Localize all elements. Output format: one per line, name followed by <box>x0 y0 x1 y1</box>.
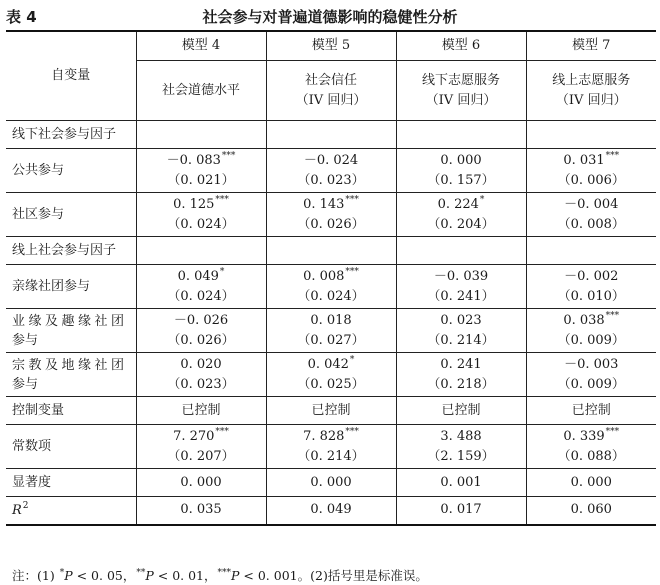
method-line <box>527 91 657 111</box>
note-threshold-2: < 0. 01， <box>153 568 217 583</box>
row-label: 社区参与 <box>12 207 65 222</box>
standard-error-line <box>267 331 396 351</box>
cell-value: 0. 060 <box>570 502 612 518</box>
standard-error: （2. 159） <box>427 448 495 464</box>
coefficient-line <box>397 427 526 447</box>
row-label: 控制变量 <box>12 403 65 418</box>
significance-stars: *** <box>215 427 229 438</box>
row-label: R <box>12 502 22 518</box>
coefficient: 7. 270 <box>173 428 215 444</box>
table-row <box>6 353 656 397</box>
empty-cell <box>266 237 396 265</box>
standard-error-line <box>137 171 266 191</box>
standard-error-line <box>397 375 526 395</box>
standard-error-line <box>527 447 657 467</box>
coefficient-cell <box>136 265 266 309</box>
estimation-method: （IV 回归） <box>555 92 627 108</box>
value-cell <box>396 397 526 425</box>
coefficient-cell <box>266 425 396 469</box>
table-row <box>6 309 656 353</box>
standard-error: （0. 157） <box>427 172 495 188</box>
standard-error-line <box>267 447 396 467</box>
coefficient: 7. 828 <box>303 428 345 444</box>
coefficient-line <box>527 267 657 287</box>
coefficient: 0. 049 <box>177 268 219 284</box>
coefficient-line <box>527 151 657 171</box>
coefficient-line <box>397 151 526 171</box>
model-name-box <box>527 32 657 61</box>
coefficient-line <box>137 151 266 171</box>
note-stars-1: * <box>59 567 65 578</box>
coefficient-cell <box>266 309 396 353</box>
empty-cell <box>136 121 266 149</box>
row-label: 线下社会参与因子 <box>12 127 117 142</box>
row-label: 宗教及地缘社团 <box>12 357 128 373</box>
coefficient: －0. 003 <box>564 356 619 372</box>
cell-value: 已控制 <box>441 402 481 418</box>
standard-error-line <box>397 331 526 351</box>
coefficient-line <box>137 195 266 215</box>
significance-stars: *** <box>605 311 620 322</box>
row-label-cell <box>6 353 136 397</box>
coefficient-line <box>397 355 526 375</box>
significance-stars: *** <box>605 427 620 438</box>
row-label: 常数项 <box>12 439 52 454</box>
model-header-cell <box>396 31 526 121</box>
coefficient-cell <box>136 149 266 193</box>
dependent-variable-line <box>137 81 266 101</box>
estimation-method: （IV 回归） <box>295 92 367 108</box>
significance-stars: * <box>219 267 225 278</box>
coefficient-line <box>267 355 396 375</box>
row-label-cell <box>6 237 136 265</box>
value-cell <box>266 497 396 525</box>
standard-error-line <box>397 215 526 235</box>
coefficient-line <box>527 311 657 331</box>
dependent-variable: 线下志愿服务 <box>421 72 500 88</box>
coefficient: 0. 125 <box>173 196 215 212</box>
coefficient: 0. 008 <box>303 268 345 284</box>
coefficient: 0. 020 <box>180 356 222 372</box>
standard-error-line <box>527 375 657 395</box>
coefficient: 0. 031 <box>563 152 605 168</box>
standard-error-line <box>137 375 266 395</box>
regression-table <box>6 30 656 526</box>
coefficient-cell <box>266 149 396 193</box>
model-header-cell <box>266 31 396 121</box>
significance-stars: *** <box>345 267 359 278</box>
value-cell <box>396 497 526 525</box>
empty-cell <box>526 121 656 149</box>
standard-error-line <box>137 447 266 467</box>
model-name-box <box>137 32 266 61</box>
coefficient-line <box>267 267 396 287</box>
row-label: 公共参与 <box>12 163 65 178</box>
standard-error-line <box>397 287 526 307</box>
row-label-cell <box>6 193 136 237</box>
note-p-3: P <box>231 568 240 583</box>
table-row <box>6 397 656 425</box>
coefficient-cell <box>526 353 656 397</box>
row-label-continued: 参与 <box>12 332 39 348</box>
row-label: 亲缘社团参与 <box>12 279 91 294</box>
significance-stars: * <box>349 355 355 366</box>
standard-error: （0. 214） <box>427 332 495 348</box>
value-cell <box>136 497 266 525</box>
standard-error: （0. 010） <box>557 288 625 304</box>
coefficient-line <box>397 311 526 331</box>
empty-cell <box>396 121 526 149</box>
standard-error: （0. 026） <box>167 332 235 348</box>
coefficient-line <box>137 427 266 447</box>
standard-error-line <box>397 171 526 191</box>
dependent-variable: 线上志愿服务 <box>552 72 631 88</box>
standard-error: （0. 006） <box>557 172 625 188</box>
coefficient: －0. 002 <box>564 268 619 284</box>
cell-value: 0. 000 <box>180 474 222 490</box>
cell-value: 0. 035 <box>180 502 222 518</box>
significance-stars: *** <box>345 195 359 206</box>
model-dv-box <box>397 61 526 120</box>
standard-error: （0. 027） <box>297 332 365 348</box>
coefficient: 3. 488 <box>440 428 482 444</box>
significance-stars: *** <box>605 151 620 162</box>
coefficient-cell <box>526 309 656 353</box>
row-label: 业缘及趣缘社团 <box>12 313 128 329</box>
model-name-box <box>267 32 396 61</box>
standard-error-line <box>267 287 396 307</box>
coefficient-cell <box>526 265 656 309</box>
coefficient-cell <box>136 309 266 353</box>
coefficient: －0. 026 <box>173 312 229 328</box>
coefficient: 0. 023 <box>440 312 482 328</box>
table-row <box>6 193 656 237</box>
note-threshold-3: < 0. 001。(2)括号里是标准误。 <box>239 568 428 583</box>
coefficient-cell <box>266 265 396 309</box>
value-cell <box>266 469 396 497</box>
standard-error: （0. 218） <box>427 376 495 392</box>
coefficient: －0. 039 <box>433 268 489 284</box>
model-name: 模型 7 <box>572 38 611 53</box>
value-cell <box>266 397 396 425</box>
coefficient: 0. 241 <box>440 356 482 372</box>
standard-error-line <box>137 331 266 351</box>
coefficient-line <box>397 267 526 287</box>
standard-error: （0. 025） <box>297 376 365 392</box>
standard-error-line <box>397 447 526 467</box>
standard-error: （0. 009） <box>557 332 625 348</box>
value-cell <box>526 397 656 425</box>
table-row <box>6 237 656 265</box>
cell-value: 已控制 <box>571 402 611 418</box>
note-p-1: P <box>64 568 73 583</box>
standard-error-line <box>527 215 657 235</box>
cell-value: 0. 049 <box>310 502 352 518</box>
standard-error: （0. 024） <box>167 216 235 232</box>
model-name: 模型 5 <box>311 38 351 53</box>
cell-value: 已控制 <box>311 402 351 418</box>
row-label-header: 自变量 <box>51 68 91 83</box>
coefficient-cell <box>396 265 526 309</box>
model-dv-box <box>527 61 657 120</box>
coefficient-line <box>267 311 396 331</box>
standard-error: （0. 204） <box>427 216 495 232</box>
row-label-cell <box>6 121 136 149</box>
model-name: 模型 6 <box>441 38 481 53</box>
value-cell <box>526 469 656 497</box>
coefficient-line <box>527 355 657 375</box>
table-row <box>6 265 656 309</box>
coefficient-line <box>527 427 657 447</box>
header-row-label-cell <box>6 31 136 121</box>
standard-error: （0. 008） <box>557 216 625 232</box>
standard-error-line <box>267 215 396 235</box>
note-p-2: P <box>145 568 154 583</box>
dependent-variable: 社会信任 <box>304 72 357 88</box>
coefficient-cell <box>136 353 266 397</box>
coefficient-cell <box>396 353 526 397</box>
significance-stars: *** <box>215 195 229 206</box>
estimation-method: （IV 回归） <box>425 92 497 108</box>
value-cell <box>136 469 266 497</box>
coefficient-cell <box>136 425 266 469</box>
row-label-cell <box>6 265 136 309</box>
empty-cell <box>396 237 526 265</box>
standard-error: （0. 024） <box>167 288 235 304</box>
row-label-cell <box>6 397 136 425</box>
coefficient-line <box>397 195 526 215</box>
row-label-cell <box>6 497 136 525</box>
standard-error: （0. 023） <box>297 172 365 188</box>
coefficient: 0. 042 <box>307 356 349 372</box>
standard-error-line <box>527 331 657 351</box>
cell-value: 0. 000 <box>310 474 352 490</box>
row-label-cell <box>6 309 136 353</box>
note-threshold-1: < 0. 05， <box>72 568 136 583</box>
row-label-cell <box>6 425 136 469</box>
row-label-continued: 参与 <box>12 376 39 392</box>
significance-stars: *** <box>345 427 359 438</box>
row-label: 线上社会参与因子 <box>12 243 117 258</box>
standard-error-line <box>137 287 266 307</box>
coefficient-cell <box>136 193 266 237</box>
value-cell <box>526 497 656 525</box>
dependent-variable-line <box>527 71 657 91</box>
coefficient-cell <box>266 193 396 237</box>
empty-cell <box>266 121 396 149</box>
standard-error-line <box>267 375 396 395</box>
value-cell <box>396 469 526 497</box>
coefficient-cell <box>396 309 526 353</box>
note-stars-2: ** <box>136 567 146 578</box>
dependent-variable: 社会道德水平 <box>161 82 240 98</box>
standard-error: （0. 088） <box>557 448 625 464</box>
standard-error-line <box>527 287 657 307</box>
standard-error-line <box>267 171 396 191</box>
model-name-box <box>397 32 526 61</box>
table-row <box>6 425 656 469</box>
cell-value: 已控制 <box>181 402 221 418</box>
coefficient: 0. 000 <box>440 152 482 168</box>
significance-stars: * <box>479 195 485 206</box>
coefficient-cell <box>526 149 656 193</box>
row-label: 显著度 <box>12 475 52 490</box>
coefficient: 0. 339 <box>563 428 605 444</box>
header-row <box>6 31 656 121</box>
coefficient-line <box>137 267 266 287</box>
value-cell <box>136 397 266 425</box>
coefficient-cell <box>396 193 526 237</box>
row-label-cell <box>6 469 136 497</box>
model-dv-box <box>137 61 266 120</box>
coefficient-line <box>267 151 396 171</box>
note-prefix: 注：(1) <box>12 568 55 583</box>
row-label-superscript: 2 <box>22 501 29 512</box>
standard-error-line <box>527 171 657 191</box>
standard-error: （0. 023） <box>167 376 235 392</box>
standard-error: （0. 207） <box>167 448 235 464</box>
method-line <box>267 91 396 111</box>
standard-error: （0. 026） <box>297 216 365 232</box>
coefficient-line <box>267 195 396 215</box>
table-row <box>6 497 656 525</box>
cell-value: 0. 001 <box>440 474 482 490</box>
coefficient: 0. 038 <box>563 312 605 328</box>
table-number: 表 4 <box>6 8 37 26</box>
table-row <box>6 121 656 149</box>
coefficient: 0. 224 <box>437 196 479 212</box>
empty-cell <box>526 237 656 265</box>
standard-error: （0. 024） <box>297 288 365 304</box>
coefficient-cell <box>526 425 656 469</box>
cell-value: 0. 017 <box>440 502 482 518</box>
table-note <box>12 566 428 584</box>
coefficient: －0. 004 <box>564 196 619 212</box>
model-header-cell <box>526 31 656 121</box>
significance-stars: *** <box>221 151 236 162</box>
coefficient: 0. 018 <box>310 312 352 328</box>
coefficient: －0. 083 <box>166 152 221 168</box>
coefficient-cell <box>396 425 526 469</box>
standard-error: （0. 021） <box>167 172 235 188</box>
table-title-row <box>0 0 660 30</box>
coefficient: －0. 024 <box>303 152 359 168</box>
coefficient-line <box>527 195 657 215</box>
coefficient-line <box>137 311 266 331</box>
table-row <box>6 469 656 497</box>
dependent-variable-line <box>397 71 526 91</box>
coefficient-cell <box>266 353 396 397</box>
table-title: 社会参与对普遍道德影响的稳健性分析 <box>202 8 458 26</box>
dependent-variable-line <box>267 71 396 91</box>
note-stars-3: *** <box>217 567 232 578</box>
standard-error: （0. 241） <box>427 288 495 304</box>
method-line <box>397 91 526 111</box>
empty-cell <box>136 237 266 265</box>
coefficient: 0. 143 <box>303 196 345 212</box>
standard-error: （0. 214） <box>297 448 365 464</box>
coefficient-cell <box>396 149 526 193</box>
model-dv-box <box>267 61 396 120</box>
model-name: 模型 4 <box>181 38 221 53</box>
cell-value: 0. 000 <box>570 474 612 490</box>
coefficient-cell <box>526 193 656 237</box>
coefficient-line <box>137 355 266 375</box>
model-header-cell <box>136 31 266 121</box>
row-label-cell <box>6 149 136 193</box>
coefficient-line <box>267 427 396 447</box>
standard-error: （0. 009） <box>557 376 625 392</box>
standard-error-line <box>137 215 266 235</box>
table-row <box>6 149 656 193</box>
